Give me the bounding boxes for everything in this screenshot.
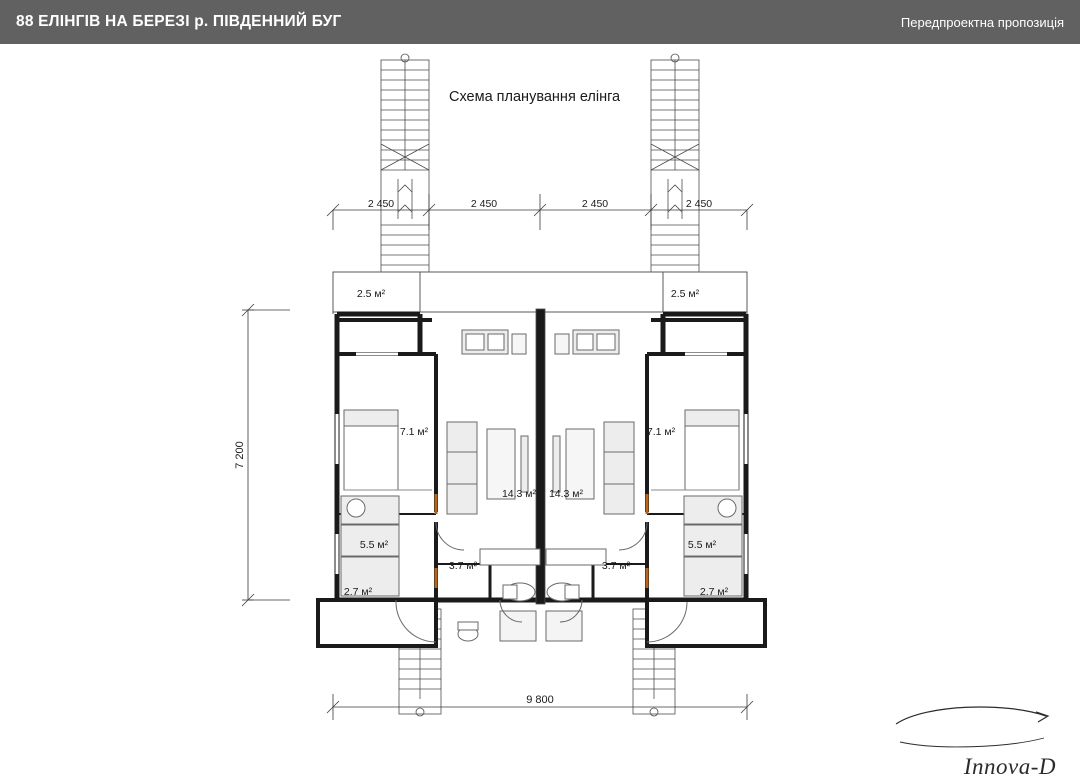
- stair-top-left: [381, 54, 429, 275]
- dim-left-total: 7 200: [234, 441, 246, 469]
- label-living-right: 14.3 м²: [548, 488, 584, 500]
- bathroom-right: [546, 583, 582, 641]
- label-terrace-right: 2.5 м²: [670, 288, 700, 300]
- label-living-left: 14.3 м²: [501, 488, 537, 500]
- label-bedroom-left: 7.1 м²: [399, 426, 429, 438]
- logo-mark: [886, 698, 1056, 750]
- living-furniture-right: [546, 330, 634, 565]
- page-title: 88 ЕЛІНГІВ НА БЕРЕЗІ р. ПІВДЕННИЙ БУГ: [16, 13, 342, 30]
- bathroom-left: [458, 583, 536, 641]
- label-porch-left: 2.7 м²: [343, 586, 373, 598]
- slide-header: [0, 0, 1080, 44]
- stair-top-right: [651, 54, 699, 275]
- label-bath-right: 3.7 м²: [601, 560, 631, 572]
- bed-right: [685, 410, 739, 490]
- label-bath-left: 3.7 м²: [448, 560, 478, 572]
- dim-top-3: 2 450: [581, 198, 609, 210]
- dim-bottom-total: 9 800: [526, 694, 554, 706]
- label-kitchen-left: 5.5 м²: [359, 539, 389, 551]
- label-bedroom-right: 7.1 м²: [646, 426, 676, 438]
- label-porch-right: 2.7 м²: [699, 586, 729, 598]
- porch-blocks: [318, 600, 765, 646]
- company-logo: [886, 698, 1056, 779]
- dim-top-4: 2 450: [685, 198, 713, 210]
- living-furniture-left: [447, 330, 540, 565]
- dim-top-1: 2 450: [367, 198, 395, 210]
- dim-top-2: 2 450: [470, 198, 498, 210]
- bed-left: [344, 410, 398, 490]
- drawing-caption: Схема планування елінга: [449, 89, 621, 105]
- floor-plan-drawing: [0, 44, 1080, 764]
- label-terrace-left: 2.5 м²: [356, 288, 386, 300]
- floor-plan-svg: [0, 44, 1080, 764]
- logo-text: Innova-D: [963, 754, 1056, 779]
- dimension-left: [242, 304, 290, 606]
- label-kitchen-right: 5.5 м²: [687, 539, 717, 551]
- page-subtitle: Передпроектна пропозиція: [900, 14, 1064, 30]
